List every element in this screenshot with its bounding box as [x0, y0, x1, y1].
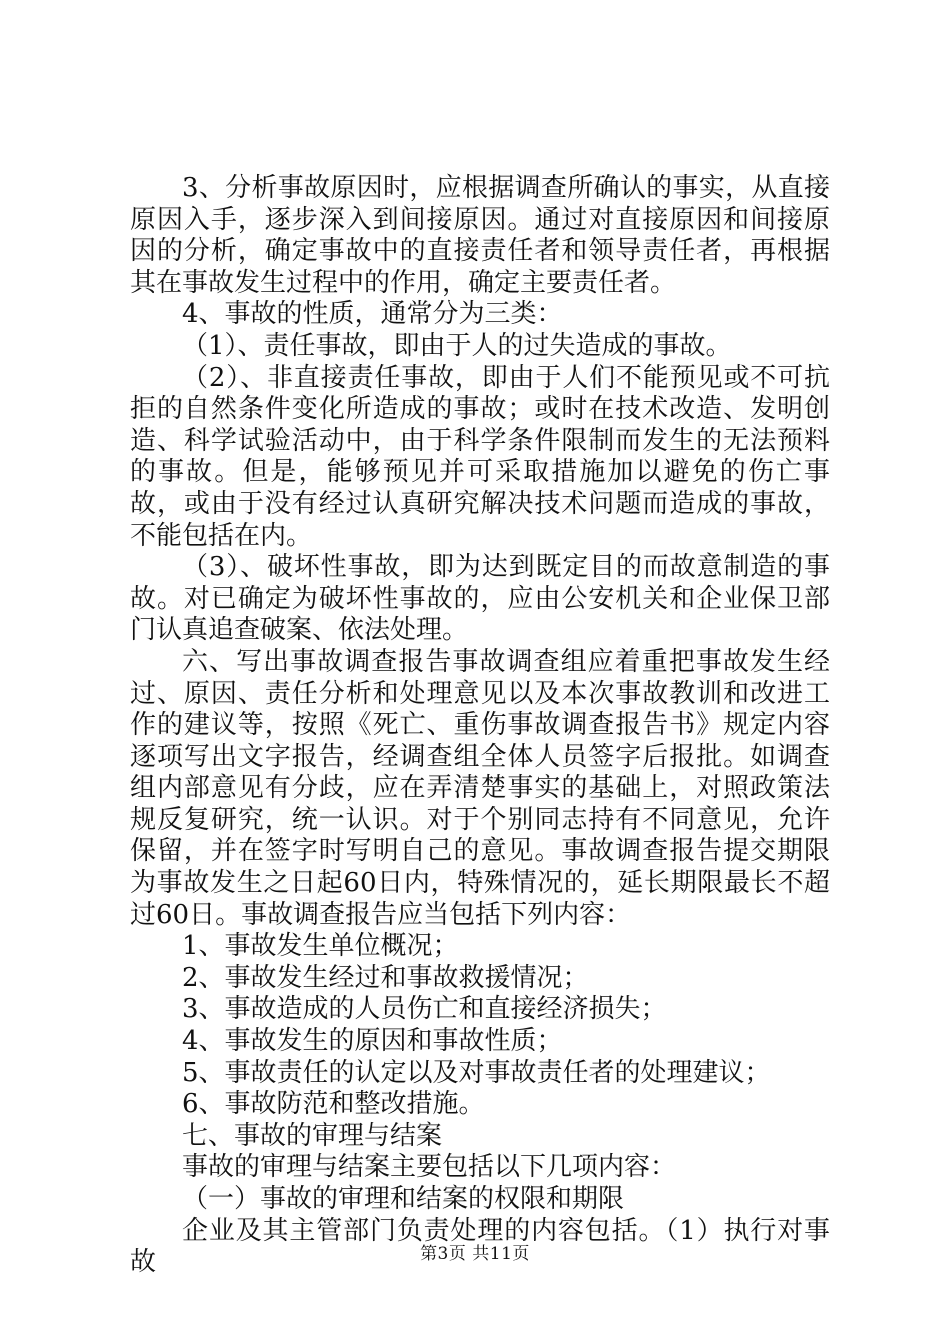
- paragraph-enterprise-handling: 企业及其主管部门负责处理的内容包括。（1）执行对事故: [130, 1215, 830, 1278]
- document-body: [130, 173, 830, 1279]
- paragraph-review-intro: 事故的审理与结案主要包括以下几项内容：: [182, 1152, 677, 1183]
- list-item-report-content: 3、事故造成的人员伤亡和直接经济损失；: [182, 994, 667, 1025]
- list-item-report-content: 6、事故防范和整改措施。: [182, 1089, 485, 1120]
- paragraph-non-direct-liability: （2）、非直接责任事故，即由于人们不能预见或不可抗拒的自然条件变化所造成的事故；或时在技术改造、发明创造、科学试验活动中，由于科学条件限制而发生的无法预料的事故。但是，能够预见并可采取措施加以避免的伤亡事故，或由于没有经过认真研究解决技术问题而造成的事故，不能包括在内。: [130, 362, 830, 551]
- list-item-report-content: 1、事故发生单位概况；: [182, 931, 459, 962]
- subsection-heading-authority-deadline: （一）事故的审理和结案的权限和期限: [182, 1184, 625, 1214]
- list-item-report-content: 5、事故责任的认定以及对事故责任者的处理建议；: [182, 1057, 771, 1088]
- page-number-footer: 第3页 共11页: [420, 1244, 530, 1264]
- paragraph-accident-nature: 4、事故的性质，通常分为三类：: [182, 299, 563, 330]
- paragraph-liability-accident: （1）、责任事故，即由于人的过失造成的事故。: [182, 330, 732, 361]
- list-item-report-content: 4、事故发生的原因和事故性质；: [182, 1026, 563, 1057]
- section-heading-review-closure: 七、事故的审理与结案: [182, 1120, 443, 1151]
- paragraph-investigation-report: 六、写出事故调查报告事故调查组应着重把事故发生经过、原因、责任分析和处理意见以及本次事故教训和改进工作的建议等，按照《死亡、重伤事故调查报告书》规定内容逐项写出文字报告，经调查组全体人员签字后报批。如调查组内部意见有分歧，应在弄清楚事实的基础上，对照政策法规反复研究，统一认识。对于个别同志持有不同意见，允许保留，并在签字时写明自己的意见。事故调查报告提交期限为事故发生之日起60日内，特殊情况的，延长期限最长不超过60日。事故调查报告应当包括下列内容：: [130, 646, 830, 930]
- list-item-report-content: 2、事故发生经过和事故救援情况；: [182, 962, 589, 993]
- paragraph-sabotage-accident: （3）、破坏性事故，即为达到既定目的而故意制造的事故。对已确定为破坏性事故的，应由公安机关和企业保卫部门认真追查破案、依法处理。: [130, 552, 830, 646]
- paragraph-cause-analysis: 3、分析事故原因时，应根据调查所确认的事实，从直接原因入手，逐步深入到间接原因。通过对直接原因和间接原因的分析，确定事故中的直接责任者和领导责任者，再根据其在事故发生过程中的作用，确定主要责任者。: [130, 173, 830, 298]
